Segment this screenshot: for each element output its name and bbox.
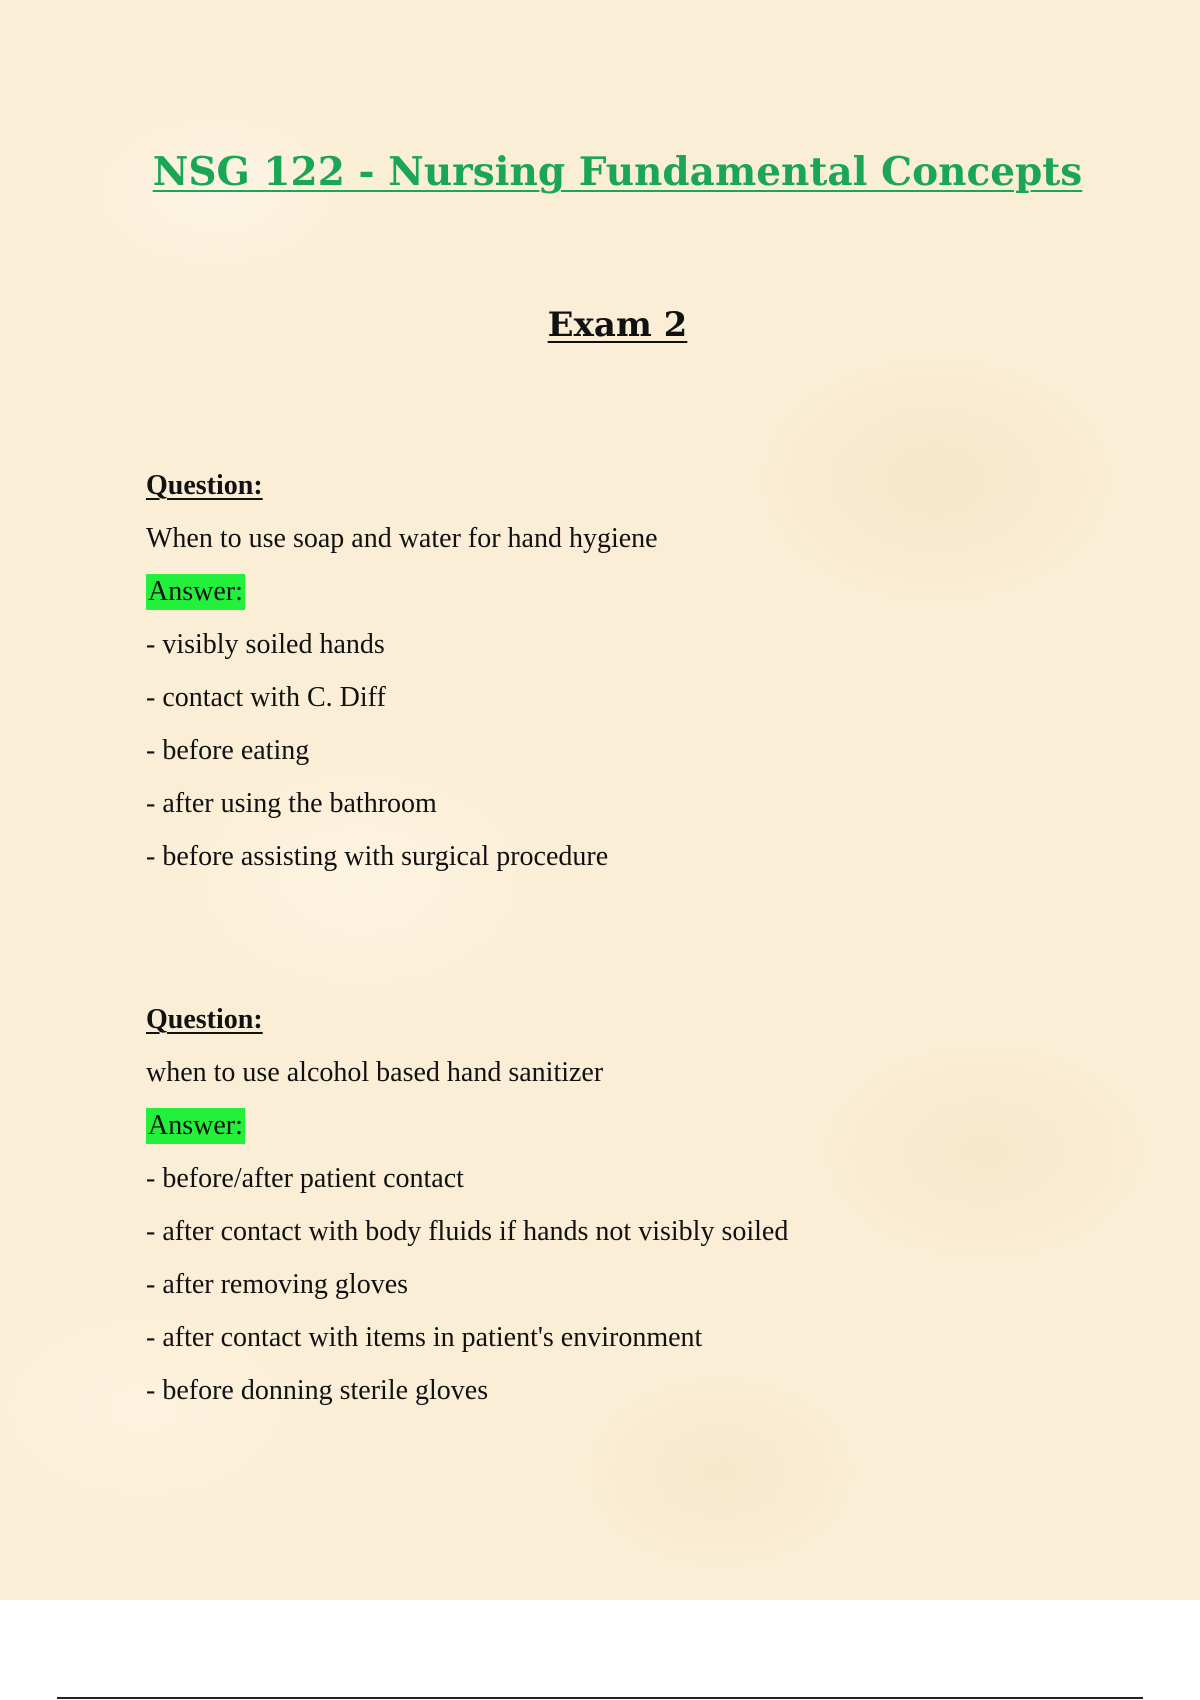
document-title: NSG 122 - Nursing Fundamental Concepts xyxy=(152,149,1083,195)
answer-item: - before eating xyxy=(146,735,310,766)
answer-item: - visibly soiled hands xyxy=(146,629,385,660)
answer-label: Answer: xyxy=(146,1108,245,1144)
answer-item: - after using the bathroom xyxy=(146,788,437,819)
question-label-row xyxy=(146,468,1146,504)
question-label: Question: xyxy=(146,470,263,501)
qa-block-2 xyxy=(146,1002,1146,1426)
answer-label-row xyxy=(146,574,1146,610)
document-subtitle: Exam 2 xyxy=(547,305,688,345)
question-text: When to use soap and water for hand hygiene xyxy=(146,523,658,554)
answer-item: - after removing gloves xyxy=(146,1269,409,1300)
answer-item: - before assisting with surgical procedure xyxy=(146,841,609,872)
question-label-row xyxy=(146,1002,1146,1038)
answer-item: - contact with C. Diff xyxy=(146,682,386,713)
question-text: when to use alcohol based hand sanitizer xyxy=(146,1057,604,1088)
answer-item: - before donning sterile gloves xyxy=(146,1375,489,1406)
answer-item: - after contact with items in patient's environment xyxy=(146,1322,703,1353)
question-label: Question: xyxy=(146,1004,263,1035)
answer-item: - after contact with body fluids if hands not visibly soiled xyxy=(146,1216,789,1247)
answer-item: - before/after patient contact xyxy=(146,1163,464,1194)
answer-label-row xyxy=(146,1108,1146,1144)
footer-divider xyxy=(57,1697,1143,1699)
answer-label: Answer: xyxy=(146,574,245,610)
qa-block-1 xyxy=(146,468,1146,892)
